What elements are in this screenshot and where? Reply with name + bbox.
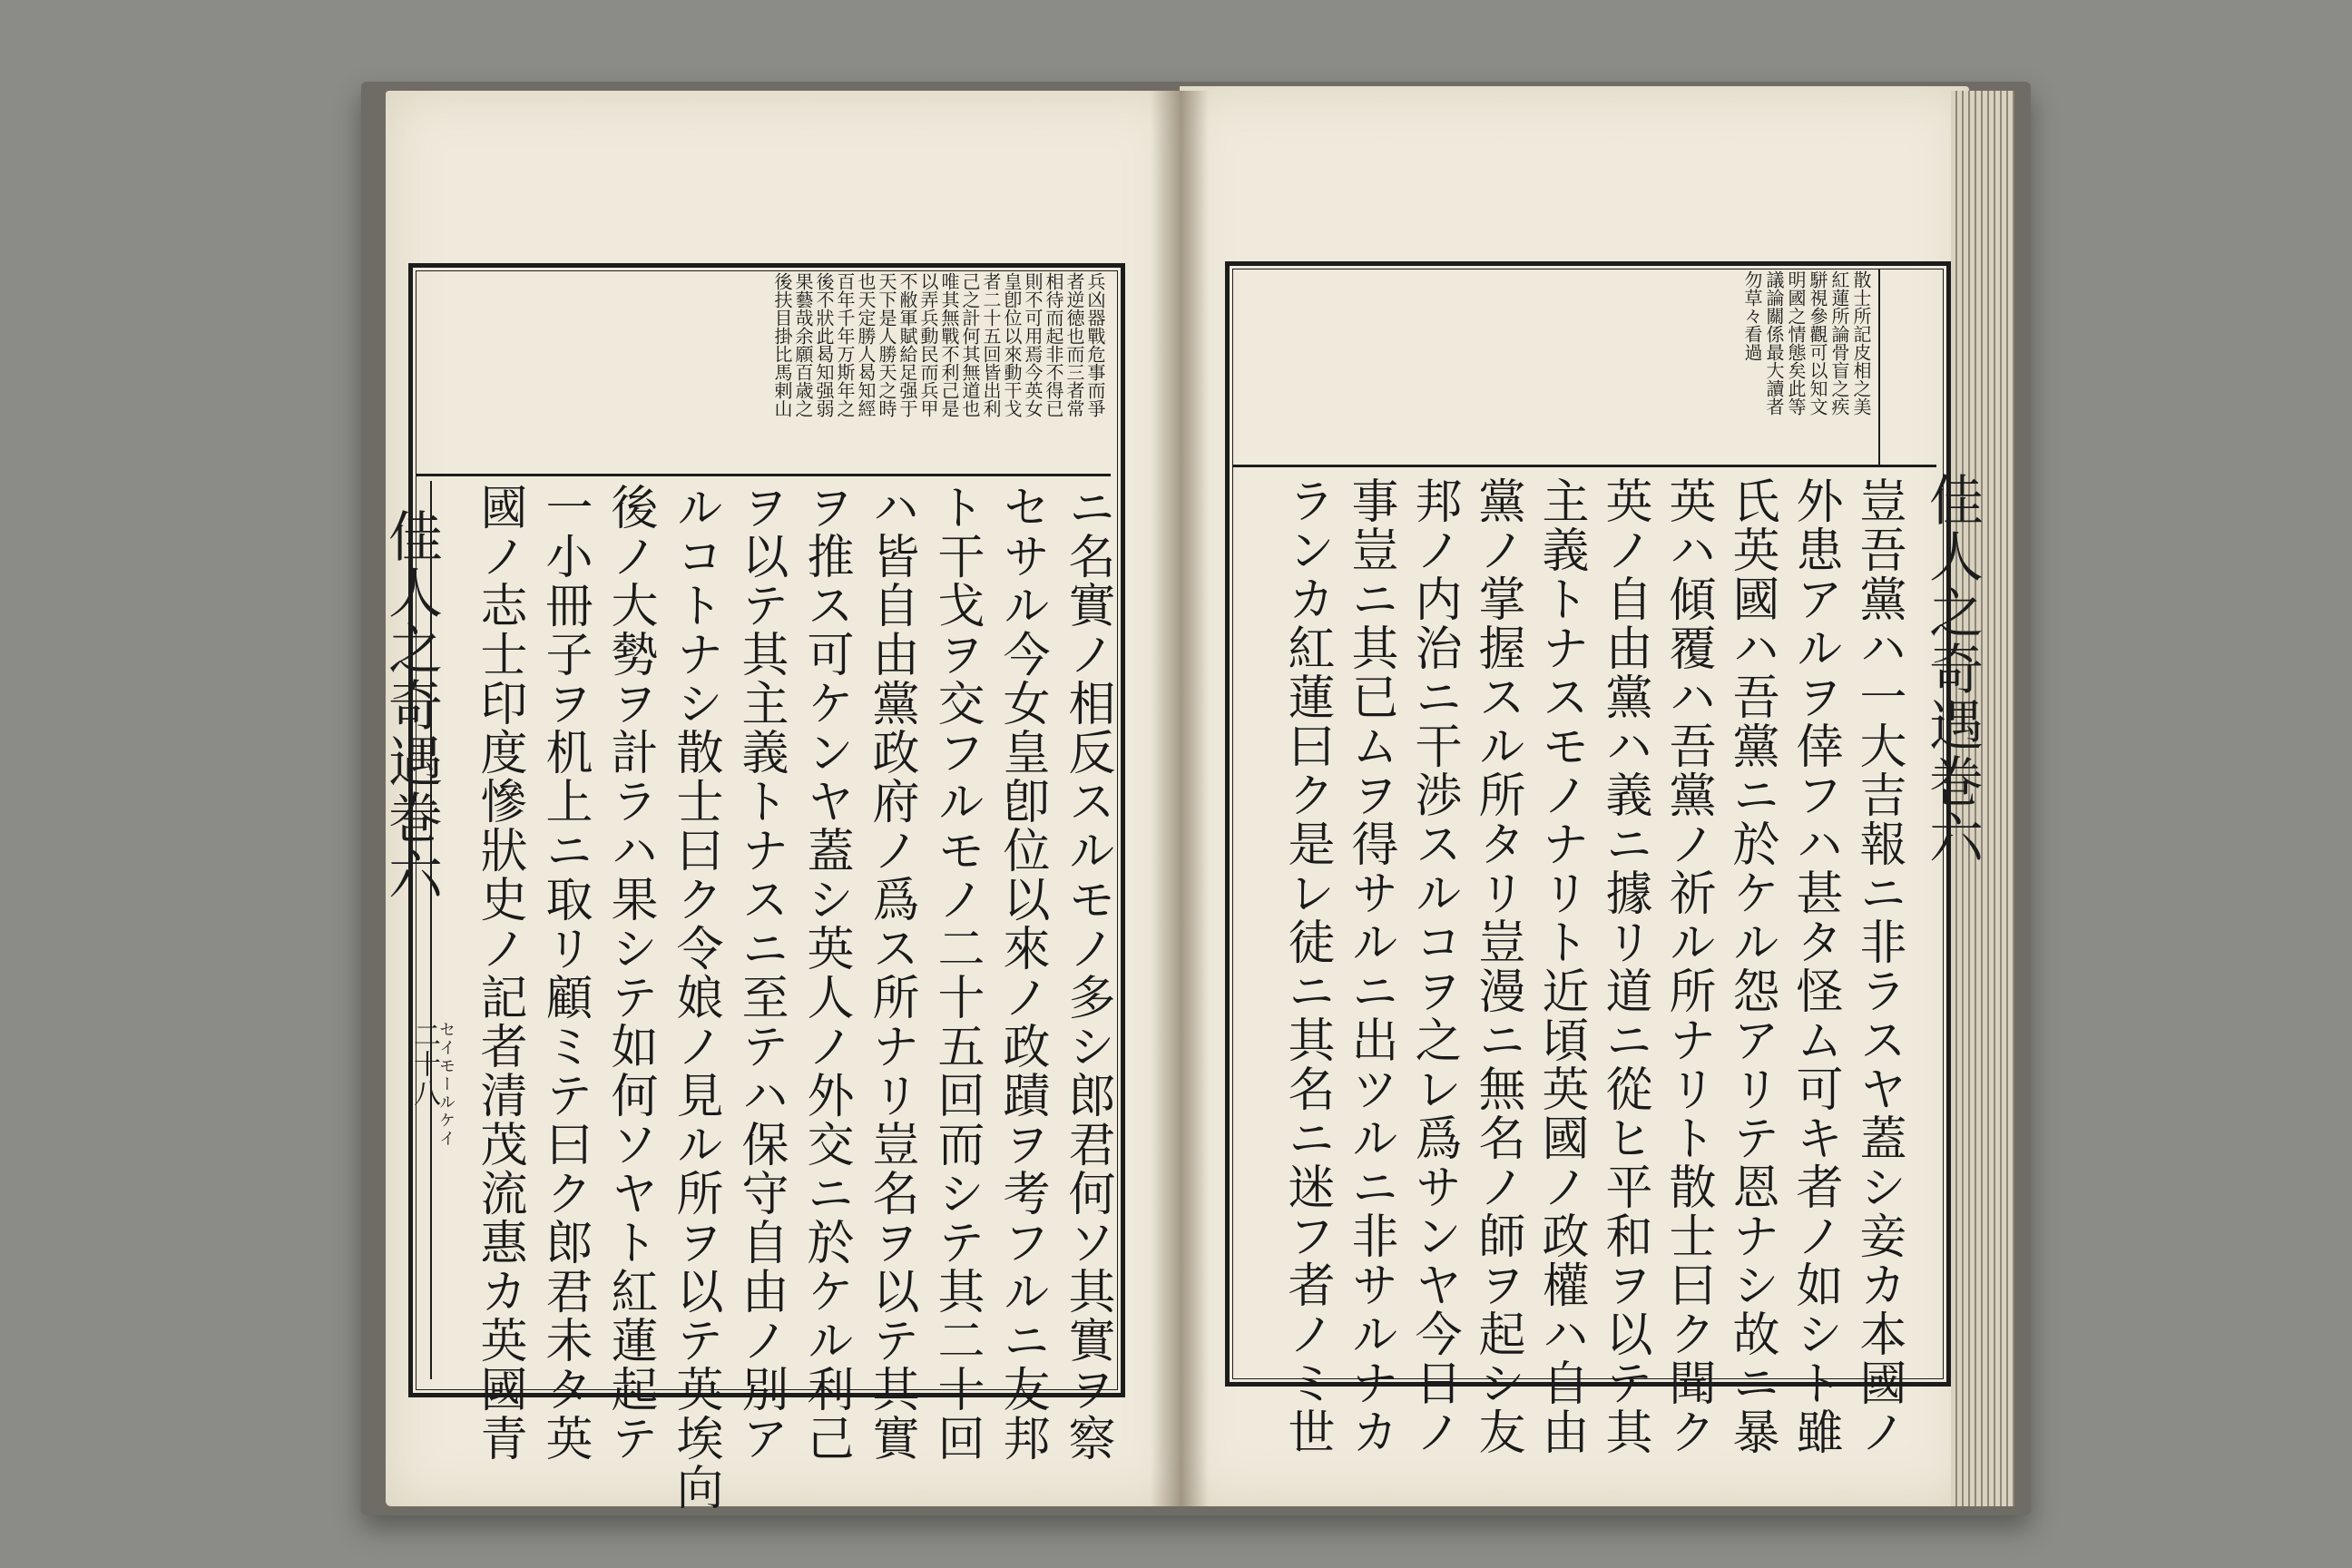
headnote-column: 己之計何其無道也 xyxy=(959,272,981,417)
text-column: ト干戈ヲ交フルモノ二十五回而シテ其二十回 xyxy=(929,483,984,1463)
text-column: 英ハ傾覆ハ吾黨ノ祈ル所ナリト散士曰ク聞ク xyxy=(1661,476,1715,1456)
right-headnote-rule xyxy=(1878,269,1880,465)
left-ruby-annotation: セイモールケイ xyxy=(436,1021,456,1148)
headnote-column: 後不狀此曷知强弱 xyxy=(813,272,835,417)
headnote-column: 紅蓮所論骨盲之疾 xyxy=(1828,270,1850,416)
headnote-column: 天下是人勝天之時 xyxy=(876,272,897,417)
text-column: 豈吾黨ハ一大吉報ニ非ラスヤ蓋シ妾カ本國ノ xyxy=(1851,476,1906,1456)
headnote-column: 者逆徳也而三者常 xyxy=(1063,272,1085,417)
headnote-column: 以弄兵動民而兵甲 xyxy=(917,272,939,417)
text-column: ヲ推ス可ケンヤ蓋シ英人ノ外交ニ於ケル利己 xyxy=(799,483,853,1463)
text-column: 後ノ大勢ヲ計ラハ果シテ如何ソヤト紅蓮起テ xyxy=(603,483,657,1463)
headnote-column: 百年千年万斯年之 xyxy=(834,272,856,417)
text-column: ルコトナシ散士曰ク令娘ノ見ル所ヲ以テ英埃向 xyxy=(668,483,722,1512)
text-column: 主義トナスモノナリト近頃英國ノ政權ハ自由 xyxy=(1534,476,1588,1456)
headnote-column: 明國之情態矣此等 xyxy=(1785,270,1807,416)
headnote-column: 兵凶器戰危事而爭 xyxy=(1084,272,1106,417)
text-column: 氏英國ハ吾黨ニ於ケル怨アリテ恩ナシ故ニ暴 xyxy=(1724,476,1779,1456)
text-column: ニ名實ノ相反スルモノ多シ郎君何ソ其實ヲ察 xyxy=(1060,483,1114,1463)
text-column: ヲ以テ其主義トナスニ至テハ保守自由ノ別ア xyxy=(733,483,788,1463)
left-headnote-divider xyxy=(416,474,1111,476)
headnote-column: 後扶目掛比馬剌山 xyxy=(771,272,793,417)
headnote-column: 果藝哉余願百歳之 xyxy=(792,272,814,417)
headnote-column: 者二十五回皆出利 xyxy=(980,272,1002,417)
book-gutter xyxy=(1151,91,1209,1506)
text-column: ハ皆自由黨政府ノ爲ス所ナリ豈名ヲ以テ其實 xyxy=(864,483,918,1463)
left-page-number: 二十八 xyxy=(408,1021,440,1108)
headnote-column: 勿草々看過 xyxy=(1741,270,1763,361)
headnote-column: 不敝軍賦給足强于 xyxy=(897,272,918,417)
text-column: 國ノ志士印度慘狀史ノ記者清茂流惠カ英國青 xyxy=(472,483,526,1463)
right-running-title: 佳人之奇遇巻六 xyxy=(1920,472,1984,866)
headnote-column: 駢視參觀可以知文 xyxy=(1807,270,1828,416)
text-column: 英ノ自由黨ハ義ニ據リ道ニ從ヒ平和ヲ以テ其 xyxy=(1597,476,1651,1456)
text-column: 事豈ニ其已ムヲ得サルニ出ツルニ非サルナカ xyxy=(1343,476,1397,1456)
headnote-column: 皇卽位以來動干戈 xyxy=(1001,272,1023,417)
text-column: 一小冊子ヲ机上ニ取リ顧ミテ曰ク郎君未タ英 xyxy=(537,483,592,1463)
headnote-column: 議論關係最大讀者 xyxy=(1763,270,1785,416)
headnote-column: 則不可用焉今英女 xyxy=(1022,272,1044,417)
headnote-column: 唯其無戰不利己是 xyxy=(938,272,960,417)
headnote-column: 相待而起非不得已 xyxy=(1043,272,1064,417)
headnote-column: 散士所記皮相之美 xyxy=(1850,270,1872,416)
text-column: ランカ紅蓮曰ク是レ徒ニ其名ニ迷フ者ノミ世 xyxy=(1279,476,1334,1456)
text-column: 黨ノ掌握スル所タリ豈漫ニ無名ノ師ヲ起シ友 xyxy=(1470,476,1524,1456)
left-running-title: 佳人之奇遇巻六 xyxy=(379,508,443,902)
right-headnote-divider xyxy=(1232,465,1936,467)
text-column: 邦ノ内治ニ干渉スルコヲ之レ爲サンヤ今日ノ xyxy=(1406,476,1461,1456)
right-text-frame xyxy=(1225,261,1951,1387)
text-column: 外患アルヲ倖フハ甚タ怪ム可キ者ノ如シト雖 xyxy=(1788,476,1842,1456)
text-column: セサル今女皇卽位以來ノ政蹟ヲ考フルニ友邦 xyxy=(995,483,1049,1463)
headnote-column: 也天定勝人曷知經 xyxy=(855,272,877,417)
